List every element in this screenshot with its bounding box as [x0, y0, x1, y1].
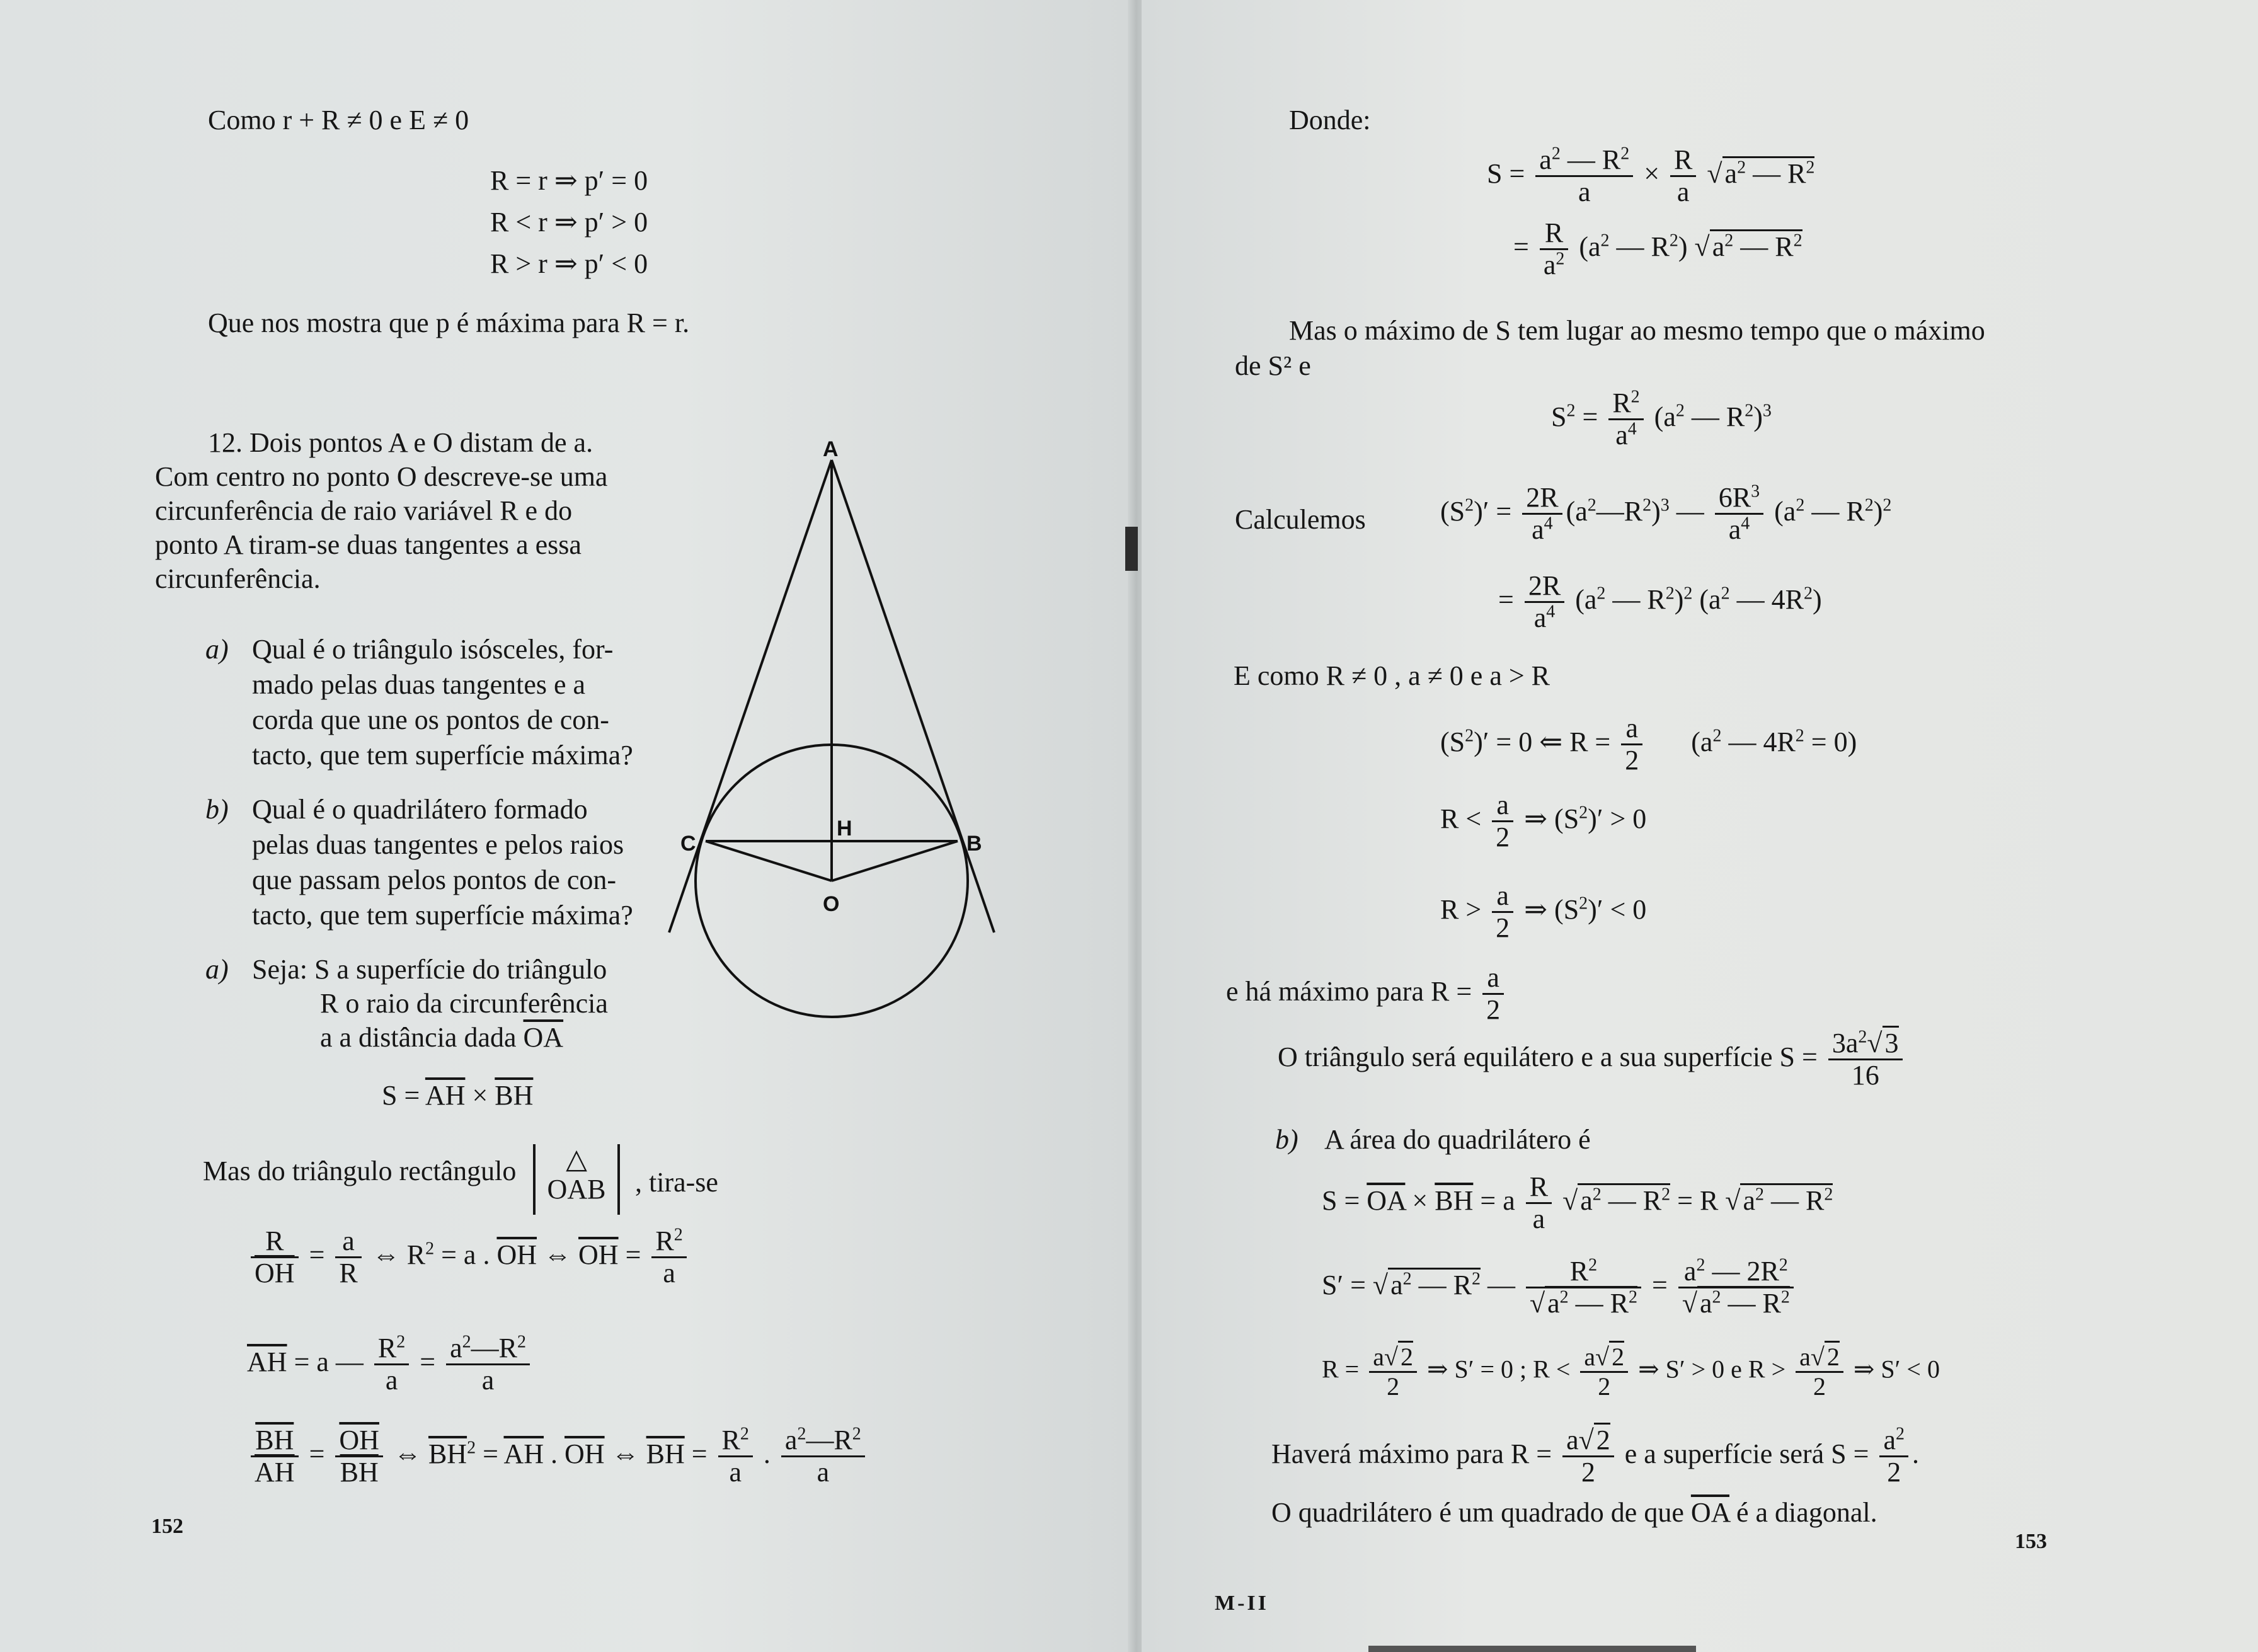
eq-bh: $\frac{\overline{BH}}{AH}$ = $\frac{\overline{OH}}{BH}$ ⇔ $\overline{BH}^2 = \overline{AH}$ . $\overline{OH}$ ⇔ $\overline{BH}$ = $\frac{R^2}{a}$ . $\frac{a^2—R^2}{a}$: [247, 1425, 869, 1488]
eq-quad-conditions: R = $\frac{a√ 2}{2}$ ⇒ S′ = 0 ; R < $\frac{a√ 2}{2}$ ⇒ S′ > 0 e R > $\frac{a√ 2}{2}$ ⇒ S′ < 0: [1322, 1343, 1940, 1401]
tangent-right: [832, 460, 994, 932]
problem-line-3: circunferência de raio variável R e do: [155, 495, 573, 526]
seja-line-1: Seja: S a superfície do triângulo: [252, 954, 607, 985]
eq-zero: $(S^2)' = 0$ ⇐ R = $\frac{a}{2}$ ($a^2$ — $4R^2 = 0$): [1440, 713, 1857, 776]
eq-derivative-2: = $\frac{2R}{a^4}$ ($a^2$ — $R^2)^2$ ($a^2$ — $4R^2$): [1498, 570, 1822, 634]
label-o: O: [823, 892, 840, 916]
gutter-mark: [1125, 527, 1138, 571]
bottom-edge-bar: [1368, 1646, 1696, 1652]
label-c: C: [680, 832, 696, 856]
page-number-left: 152: [151, 1515, 183, 1538]
havera-line: Haverá máximo para R = $\frac{a√2}{2}$ e a superfície será S = $\frac{a^2}{2}$ .: [1271, 1425, 1919, 1488]
eq-quad-derivative: $S' = √a^2$ — $R^2$ — $\frac{R^2}{√a^2 — R^2}$ = $\frac{a^2 — 2R^2}{√a^2 — R^2}$: [1322, 1256, 1797, 1319]
problem-line-1: 12. Dois pontos A e O distam de a.: [208, 427, 593, 458]
calculemos: Calculemos: [1235, 504, 1366, 535]
e-como-line: E como R ≠ 0 , a ≠ 0 e a > R: [1234, 660, 1550, 691]
question-b-label: b): [205, 794, 229, 825]
quad-final-line: O quadrilátero é um quadrado de que $\overline{OA}$ é a diagonal.: [1271, 1497, 1877, 1528]
question-b-line-1: Qual é o quadrilátero formado: [252, 794, 588, 825]
page-number-right: 153: [2015, 1530, 2047, 1553]
mas-max-line-2: de S² e: [1235, 350, 1311, 381]
seja-line-2: R o raio da circunferência: [320, 988, 608, 1019]
eq-greater: R > $\frac{a}{2}$ ⇒ $(S^2)' < 0$: [1440, 880, 1647, 944]
condition-3: R > r ⇒ p′ < 0: [490, 248, 648, 279]
mas-max-line-1: Mas o máximo de S tem lugar ao mesmo tempo que o máximo: [1289, 315, 1985, 346]
seja-line-3: a a distância dada: [320, 1022, 517, 1053]
triangle-name: OAB: [547, 1174, 606, 1205]
label-h: H: [837, 817, 852, 840]
donde: Donde:: [1289, 105, 1371, 135]
triangle-bracket: [533, 1144, 620, 1215]
b-text: A área do quadrilátero é: [1324, 1124, 1591, 1155]
answer-a-label: a): [205, 954, 229, 985]
radius-ob: [832, 841, 958, 881]
mas-do-line: Mas do triângulo rectângulo: [203, 1156, 517, 1186]
triangulo-equilatero: O triângulo será equilátero e a sua superfície S = $\frac{3a^2√3}{16}$: [1278, 1028, 1906, 1091]
label-b: B: [966, 832, 982, 856]
seja-line-3-wrap: [320, 1022, 563, 1054]
radius-oc: [706, 841, 832, 881]
right-page: [1142, 0, 2258, 1652]
question-b-line-3: que passam pelos pontos de con-: [252, 864, 616, 895]
tangent-left: [669, 460, 832, 932]
area-formula: $S = \overline{AH} \times \overline{BH}$: [382, 1080, 534, 1111]
question-b-line-2: pelas duas tangentes e pelos raios: [252, 829, 624, 860]
seja-oa: $\overline{OA}$: [523, 1022, 564, 1053]
condition-2: R < r ⇒ p′ > 0: [490, 207, 648, 238]
label-a: A: [823, 437, 839, 461]
condition-1: R = r ⇒ p′ = 0: [490, 165, 648, 196]
question-a-line-3: corda que une os pontos de con-: [252, 704, 609, 735]
eq-derivative-1: $(S^2)'$ = $\frac{2R}{a^4}$ $(a^2—R^2)^3$ — $\frac{6R^3}{a^4}$ ($a^2$ — $R^2)^2$: [1440, 481, 1892, 546]
footer-signature: M-II: [1215, 1592, 1269, 1615]
question-a-line-2: mado pelas duas tangentes e a: [252, 669, 586, 700]
eq-quad-area: $S = \overline{OA} \times \overline{BH} = a$ $\frac{R}{a}$ $√a^2$ — $R^2 = R$ $√a^2$ — $R^2$: [1322, 1171, 1833, 1235]
eq-s-1: S = $\frac{a^2 — R^2}{a}$ × $\frac{R}{a}$ $√a^2$ — $R^2$: [1487, 144, 1815, 208]
como-line: Como r + R ≠ 0 e E ≠ 0: [208, 105, 469, 135]
problem-line-5: circunferência.: [155, 563, 321, 594]
eq-s-squared: $S^2$ = $\frac{R^2}{a^4}$ ($a^2$ — $R^2)^3$: [1551, 387, 1772, 451]
question-a-line-1: Qual é o triângulo isósceles, for-: [252, 634, 614, 665]
triangle-symbol: △: [566, 1144, 587, 1174]
eq-less: R < $\frac{a}{2}$ ⇒ $(S^2)' > 0$: [1440, 789, 1647, 853]
eq-proportion: $\frac{R}{OH}$ = $\frac{a}{R}$ ⇔ $R^2 = a$ . $\overline{OH}$ ⇔ $\overline{OH}$ = $\frac{R^2}{a}$: [247, 1226, 691, 1289]
question-a-line-4: tacto, que tem superfície máxima?: [252, 740, 633, 771]
eq-ah: $\overline{AH} = a$ — $\frac{R^2}{a}$ = $\frac{a^2—R^2}{a}$: [247, 1333, 534, 1396]
problem-line-2: Com centro no ponto O descreve-se uma: [155, 461, 608, 492]
ha-maximo-line: e há máximo para R = $\frac{a}{2}$: [1226, 963, 1508, 1026]
triangle-circle-diagram: [649, 435, 1014, 1040]
eq-s-2: = $\frac{R}{a^2}$ ($a^2$ — $R^2$) $√a^2$ — $R^2$: [1513, 217, 1802, 281]
question-b-line-4: tacto, que tem superfície máxima?: [252, 900, 633, 931]
tira-se: , tira-se: [635, 1167, 718, 1198]
question-a-label: a): [205, 634, 229, 665]
b-label: b): [1275, 1124, 1298, 1155]
problem-line-4: ponto A tiram-se duas tangentes a essa: [155, 529, 582, 560]
conclusion: Que nos mostra que p é máxima para R = r.: [208, 307, 690, 338]
diagram-shapes: [669, 460, 994, 1017]
